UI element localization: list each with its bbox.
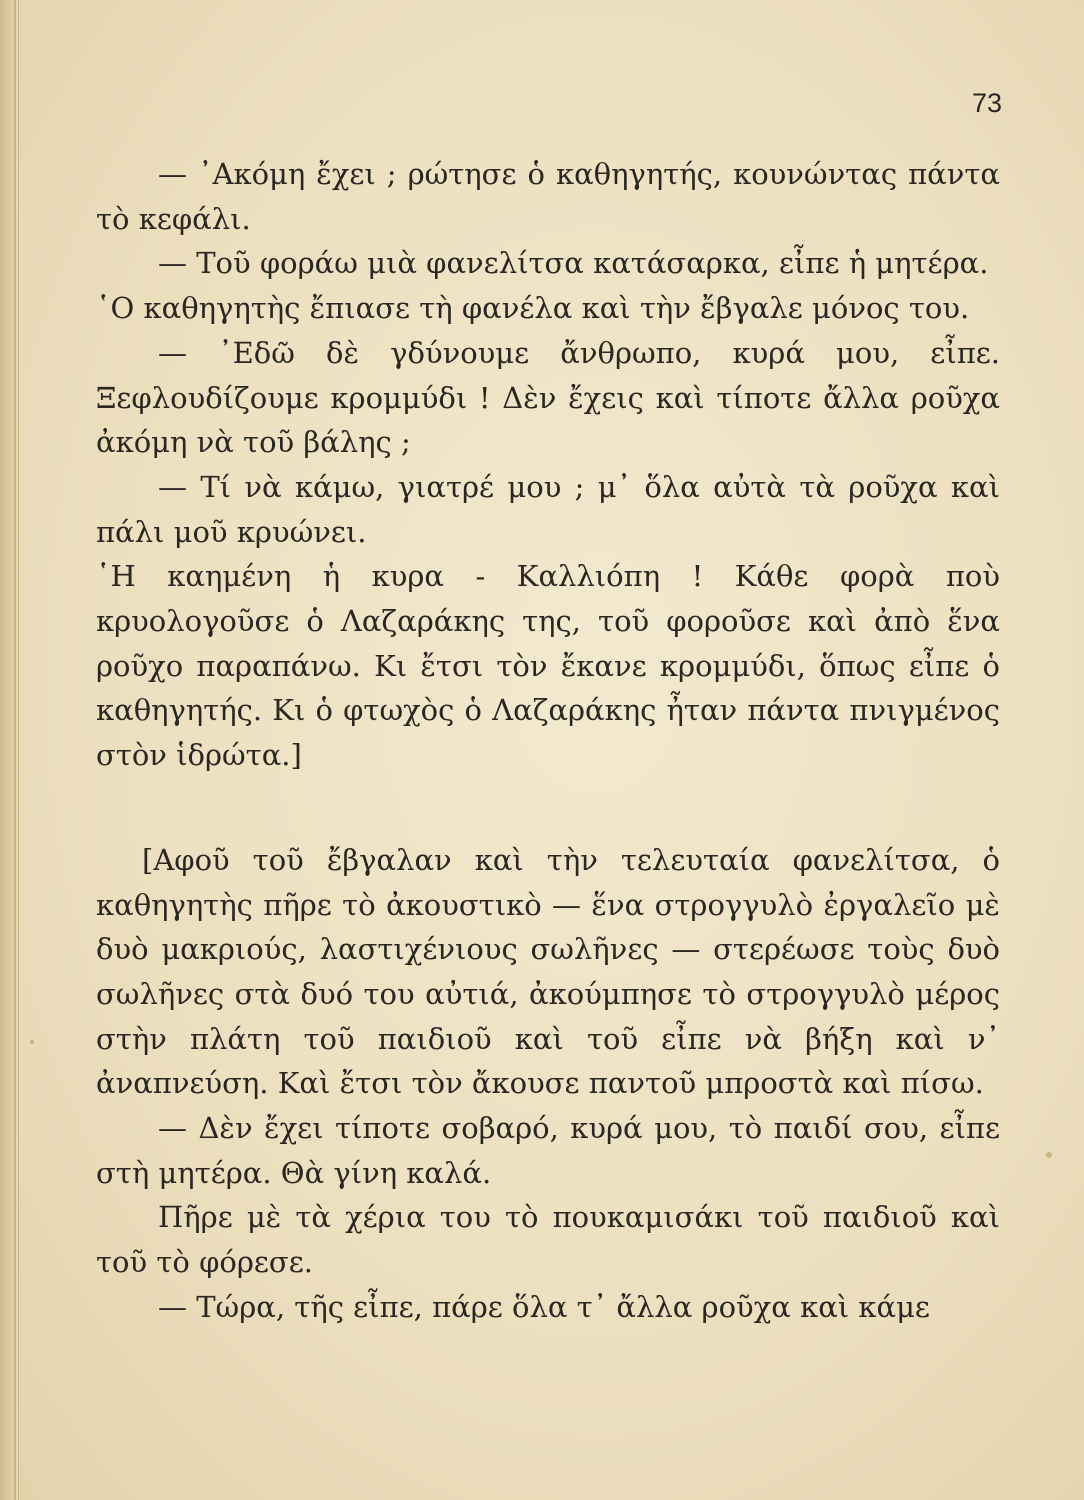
page-gutter [0,0,19,1500]
section-gap [96,778,1000,838]
paragraph-4: — ᾿Εδῶ δὲ γδύνουμε ἄνθρωπο, κυρά μου, εἶπε. Ξεφλουδίζουμε κρομμύδι ! Δὲν ἔχεις καὶ τίποτε ἄλλα ροῦχα ἀκόμη νὰ τοῦ βάλης ; [96,335,1000,460]
paragraph-1: — ᾿Ακόμη ἔχει ; ρώτησε ὁ καθηγητής, κουνώντας πάντα τὸ κεφάλι. [96,157,1000,236]
paragraph-3: ῾Ο καθηγητὴς ἔπιασε τὴ φανέλα καὶ τὴν ἔβγαλε μόνος του. [96,291,970,326]
paragraph-8: — Δὲν ἔχει τίποτε σοβαρό, κυρά μου, τὸ παιδί σου, εἶπε στὴ μητέρα. Θὰ γίνη καλά. [96,1111,1000,1190]
paragraph-5: — Τί νὰ κάμω, γιατρέ μου ; μ᾿ ὅλα αὐτὰ τὰ ροῦχα καὶ πάλι μοῦ κρυώνει. [96,469,1000,549]
paragraph-6: ῾Η καημένη ἡ κυρα - Καλλιόπη ! Κάθε φορὰ ποὺ κρυολογοῦσε ὁ Λαζαράκης της, τοῦ φοροῦσε καὶ ἀπὸ ἕνα ροῦχο παραπάνω. Κι ἔτσι τὸν ἔκανε κρομμύδι, ὅπως εἶπε ὁ καθηγητής. Κι ὁ φτωχὸς ὁ Λαζαράκης ἦταν πάντα πνιγμένος στὸν ἱδρώτα.] [96,559,1000,773]
paragraph-7: [Αφοῦ τοῦ ἔβγαλαν καὶ τὴν τελευταία φανελίτσα, ὁ καθηγητὴς πῆρε τὸ ἀκουστικὸ — ἕνα στρογγυλὸ ἐργαλεῖο μὲ δυὸ μακριούς, λαστιχένιους σωλῆνες — στερέωσε τοὺς δυὸ σωλῆνες στὰ δυό του αὐτιά, ἀκούμπησε τὸ στρογγυλὸ μέρος στὴν πλάτη τοῦ παιδιοῦ καὶ τοῦ εἶπε νὰ βήξη καὶ ν᾿ ἀναπνεύση. Καὶ ἔτσι τὸν ἄκουσε παντοῦ μπροστὰ καὶ πίσω. [96,842,1000,1101]
paper-speck [1046,1152,1052,1158]
binding-line [14,0,16,1500]
paragraph-2: — Τοῦ φοράω μιὰ φανελίτσα κατάσαρκα, εἶπε ἡ μητέρα. [158,246,989,281]
page-number: 73 [971,88,1002,118]
body-text [96,152,1000,1330]
paper-speck [30,1040,34,1044]
paragraph-9: Πῆρε μὲ τὰ χέρια του τὸ πουκαμισάκι τοῦ παιδιοῦ καὶ τοῦ τὸ φόρεσε. [96,1200,1000,1280]
paragraph-10: — Τώρα, τῆς εἶπε, πάρε ὅλα τ᾿ ἄλλα ροῦχα καὶ κάμε [158,1289,930,1324]
